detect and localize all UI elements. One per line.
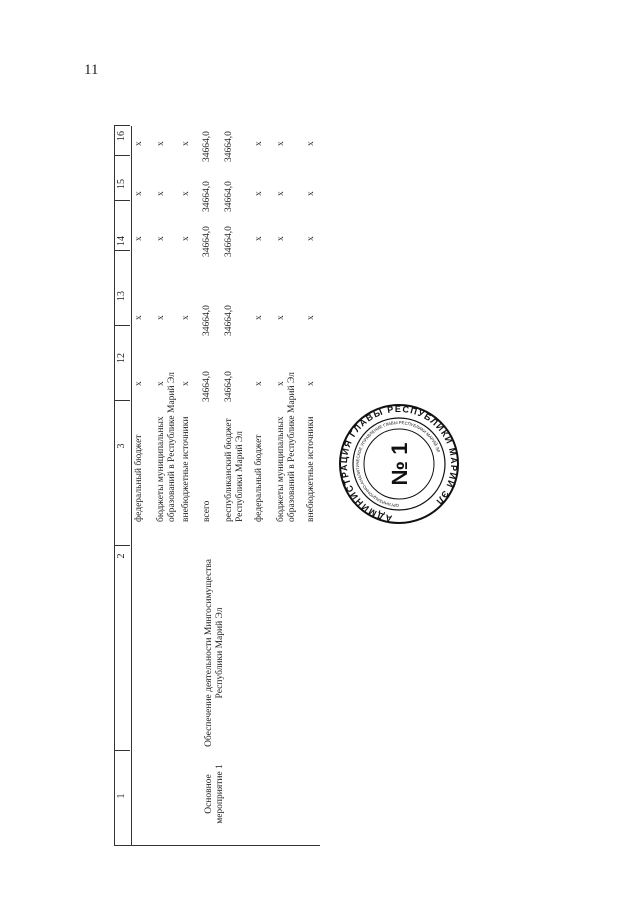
- seal-number: № 1: [387, 442, 412, 486]
- row-value: x: [156, 191, 166, 196]
- row-source: федеральный бюджет: [134, 434, 144, 522]
- row-value: x: [276, 315, 286, 320]
- official-seal: [337, 402, 461, 526]
- row-value: x: [306, 141, 316, 146]
- row-value: 34664,0: [224, 181, 234, 212]
- row-value: x: [134, 191, 144, 196]
- header-divider: [114, 325, 130, 326]
- row-value: x: [156, 315, 166, 320]
- row-value: 34664,0: [202, 131, 212, 162]
- row-value: x: [254, 141, 264, 146]
- row-value: 34664,0: [224, 131, 234, 162]
- header-divider: [114, 200, 130, 201]
- row-value: x: [181, 381, 191, 386]
- seal-outer-text: АДМИНИСТРАЦИЯ ГЛАВЫ РЕСПУБЛИКИ МАРИЙ ЭЛ: [338, 403, 460, 524]
- row-value: 34664,0: [202, 371, 212, 402]
- row-value: x: [276, 381, 286, 386]
- row-source: республиканский бюджет Республики Марий Эл: [224, 418, 245, 522]
- row-value: x: [181, 141, 191, 146]
- header-cell: 12: [116, 353, 127, 363]
- row-value: x: [181, 315, 191, 320]
- row-value: x: [306, 381, 316, 386]
- row-value: x: [276, 141, 286, 146]
- row-value: 34664,0: [224, 305, 234, 336]
- page-number: 11: [84, 62, 99, 78]
- row-source: внебюджетные источники: [181, 416, 191, 522]
- header-cell: 14: [116, 236, 127, 246]
- row-value: x: [306, 191, 316, 196]
- row-value: x: [254, 236, 264, 241]
- row-value: x: [156, 381, 166, 386]
- main-event-title: Обеспечение деятельности Мингосимущества Республики Марий Эл: [204, 559, 225, 747]
- header-divider: [114, 750, 130, 751]
- row-value: x: [306, 236, 316, 241]
- row-value: x: [134, 141, 144, 146]
- table-left-border: [130, 845, 320, 846]
- seal-inner-text: ОРГАНИЗАЦИОННО-АНАЛИТИЧЕСКОЕ УПРАВЛЕНИЕ ГЛАВЫ РЕСПУБЛИКИ МАРИЙ ЭЛ: [354, 419, 442, 509]
- row-source: всего: [202, 500, 212, 522]
- row-value: 34664,0: [224, 226, 234, 257]
- header-cell: 15: [116, 179, 127, 189]
- row-source: бюджеты муниципальных образований в Республике Марий Эл: [276, 372, 297, 522]
- header-cell: 13: [116, 291, 127, 301]
- header-cell: 3: [116, 443, 127, 449]
- row-value: x: [181, 191, 191, 196]
- row-value: 34664,0: [202, 305, 212, 336]
- main-event-label: Основное мероприятие 1: [204, 764, 225, 824]
- row-value: x: [254, 191, 264, 196]
- row-value: x: [156, 141, 166, 146]
- row-value: x: [276, 236, 286, 241]
- row-value: x: [276, 191, 286, 196]
- row-source: внебюджетные источники: [306, 416, 316, 522]
- row-value: x: [181, 236, 191, 241]
- header-divider: [114, 845, 130, 846]
- header-divider: [114, 400, 130, 401]
- row-value: x: [156, 236, 166, 241]
- row-value: 34664,0: [202, 181, 212, 212]
- budget-table: [114, 126, 319, 846]
- header-cell: 16: [116, 131, 127, 141]
- row-source: федеральный бюджет: [254, 434, 264, 522]
- header-cell: 2: [116, 553, 127, 559]
- header-divider: [114, 155, 130, 156]
- row-value: x: [134, 381, 144, 386]
- row-source: бюджеты муниципальных образований в Республике Марий Эл: [156, 372, 177, 522]
- row-value: x: [254, 381, 264, 386]
- row-value: x: [254, 315, 264, 320]
- row-value: 34664,0: [224, 371, 234, 402]
- row-value: x: [134, 315, 144, 320]
- header-cell: 1: [116, 793, 127, 799]
- row-value: x: [306, 315, 316, 320]
- row-value: 34664,0: [202, 226, 212, 257]
- row-value: x: [134, 236, 144, 241]
